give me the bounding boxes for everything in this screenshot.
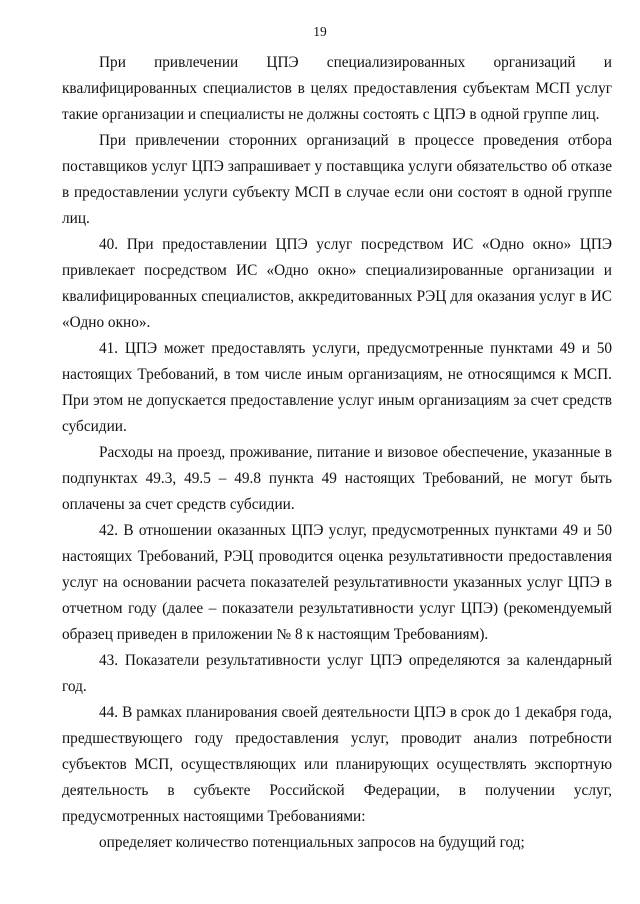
paragraph-item-41: 41. ЦПЭ может предоставлять услуги, предусмотренные пунктами 49 и 50 настоящих Требований, в том числе иным организациям, не относящимся к МСП. При этом не допускается предоставление услуг иным организациям за счет средств субсидии.: [62, 340, 612, 435]
paragraph-list-item: определяет количество потенциальных запросов на будущий год;: [99, 834, 525, 851]
paragraph-item-40: 40. При предоставлении ЦПЭ услуг посредством ИС «Одно окно» ЦПЭ привлекает посредством ИС «Одно окно» специализированные организации и квалифицированных специалистов, аккредитованных РЭЦ для оказания услуг в ИС «Одно окно».: [62, 236, 612, 331]
paragraph-item-42: 42. В отношении оказанных ЦПЭ услуг, предусмотренных пунктами 49 и 50 настоящих Требований, РЭЦ проводится оценка результативности предоставления услуг на основании расчета показателей результативности указанных услуг ЦПЭ в отчетном году (далее – показатели результативности услуг ЦПЭ) (рекомендуемый образец приведен в приложении № 8 к настоящим Требованиям).: [62, 522, 612, 643]
paragraph-item-44: 44. В рамках планирования своей деятельности ЦПЭ в срок до 1 декабря года, предшествующего году предоставления услуг, проводит анализ потребности субъектов МСП, осуществляющих или планирующих осуществлять экспортную деятельность в субъекте Российской Федерации, в получении услуг, предусмотренных настоящими Требованиями:: [62, 704, 612, 825]
paragraph-supplier-obligation: При привлечении сторонних организаций в процессе проведения отбора поставщиков услуг ЦПЭ запрашивает у поставщика услуги обязательство об отказе в предоставлении услуги субъекту МСП в случае если они состоят в одной группе лиц.: [62, 132, 612, 227]
paragraph-expenses: Расходы на проезд, проживание, питание и визовое обеспечение, указанные в подпунктах 49.3, 49.5 – 49.8 пункта 49 настоящих Требований, не могут быть оплачены за счет средств субсидии.: [62, 444, 612, 513]
paragraph-item-43: 43. Показатели результативности услуг ЦПЭ определяются за календарный год.: [62, 652, 612, 695]
paragraph-specialists-group: При привлечении ЦПЭ специализированных организаций и квалифицированных специалистов в целях предоставления субъектам МСП услуг такие организации и специалисты не должны состоять с ЦПЭ в одной группе лиц.: [62, 54, 612, 123]
page-number: 19: [313, 24, 327, 39]
document-body: [62, 50, 612, 856]
